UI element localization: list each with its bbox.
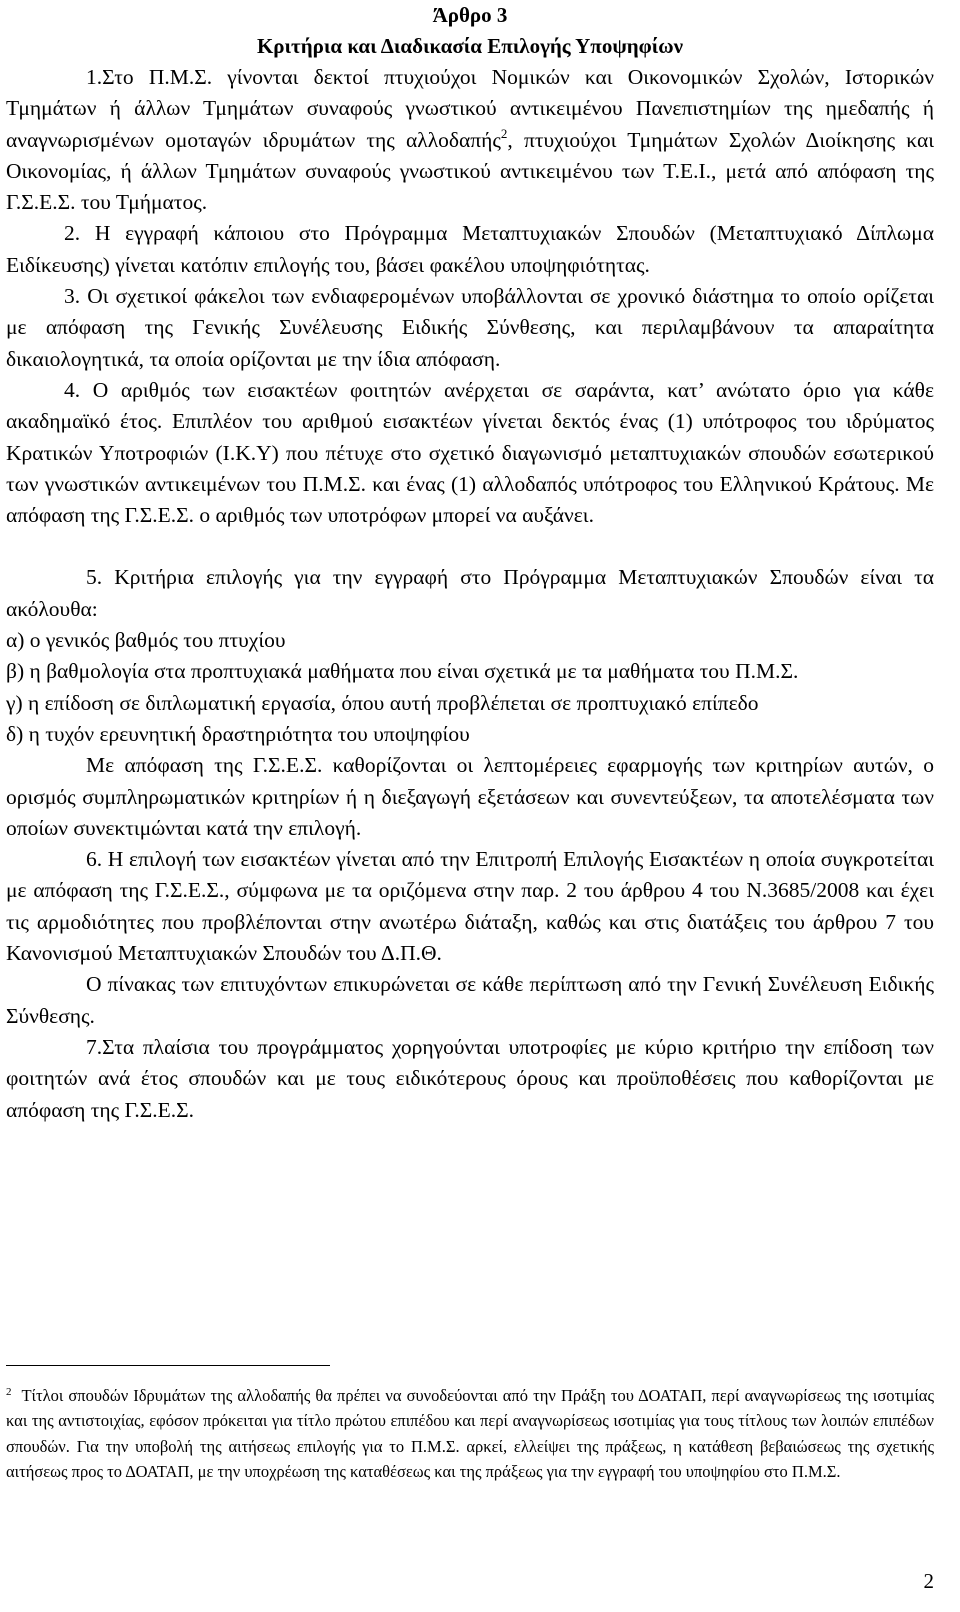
footnote-marker: 2 bbox=[6, 1386, 12, 1398]
article-body bbox=[6, 62, 934, 1126]
criterion-b: β) η βαθμολογία στα προπτυχιακά μαθήματα που είναι σχετικά με τα μαθήματα του Π.Μ.Σ. bbox=[6, 659, 799, 684]
footnote-text: Τίτλοι σπουδών Ιδρυμάτων της αλλοδαπής θα πρέπει να συνοδεύονται από την Πράξη του ΔΟΑΤΑΠ, περί αναγνωρίσεως της ισοτιμίας και της αντιστοιχίας, εφόσον πρόκειται για τίτλο πρώτου επιπέδου και περί αναγνωρίσεως ισοτιμίας για τους τίτλους των λοιπών επιπέδων σπουδών. Για την υποβολή της αιτήσεως επιλογής για το Π.Μ.Σ. αρκεί, ελλείψει της πράξεως, η κατάθεση βεβαιώσεως της σχετικής αιτήσεως προς το ΔΟΑΤΑΠ, με την υποχρέωση της καταθέσεως και της πράξεως για την εγγραφή του υποψηφίου στο Π.Μ.Σ. bbox=[6, 1386, 934, 1481]
paragraph-1-start: 1.Στο Π.Μ.Σ. γίνονται δεκτοί πτυχιούχοι Νομικών και Οικονομικών Σχολών, Ιστορικών Τμημάτων ή άλλων Τμημάτων συναφούς γνωστικού αντικειμένου Πανεπιστημίων της ημεδαπής ή αναγνωρισμένων ομοταγών ιδρυμάτων της αλλοδαπής bbox=[6, 65, 934, 152]
blank-line bbox=[6, 531, 934, 562]
criterion-a: α) ο γενικός βαθμός του πτυχίου bbox=[6, 628, 286, 653]
criterion-c: γ) η επίδοση σε διπλωματική εργασία, όπου αυτή προβλέπεται σε προπτυχιακό επίπεδο bbox=[6, 690, 759, 715]
paragraph-1-end: , πτυχιούχοι Τμημάτων Σχολών Διοίκησης και Οικονομίας, ή άλλων Τμημάτων συναφούς γνωστικού αντικειμένου των Τ.Ε.Ι., μετά από απόφαση της Γ.Σ.Ε.Σ. του Τμήματος. bbox=[6, 127, 934, 215]
paragraph-6-table: Ο πίνακας των επιτυχόντων επικυρώνεται σε κάθε περίπτωση από την Γενική Συνέλευση Ειδικής Σύνθεσης. bbox=[6, 972, 934, 1028]
paragraph-4: 4. Ο αριθμός των εισακτέων φοιτητών ανέρχεται σε σαράντα, κατ’ ανώτατο όριο για κάθε ακαδημαϊκό έτος. Επιπλέον του αριθμού εισακτέων γίνεται δεκτός ένας (1) υπότροφος του ιδρύματος Κρατικών Υποτροφιών (Ι.Κ.Υ) που πέτυχε στο σχετικό διαγωνισμό μεταπτυχιακών σπουδών εσωτερικού των γνωστικών αντικειμένων του Π.Μ.Σ. και ένας (1) αλλοδαπός υπότροφος του Ελληνικού Κράτους. Με απόφαση της Γ.Σ.Ε.Σ. ο αριθμός των υποτρόφων μπορεί να αυξάνει. bbox=[6, 377, 934, 528]
article-title: Άρθρο 3 bbox=[432, 3, 508, 27]
paragraph-7: 7.Στα πλαίσια του προγράμματος χορηγούνται υποτροφίες με κύριο κριτήριο την επίδοση των φοιτητών ανά έτος σπουδών και με τους ειδικότερους όρους και προϋποθέσεις που καθορίζονται με απόφαση της Γ.Σ.Ε.Σ. bbox=[6, 1034, 934, 1122]
paragraph-6: 6. Η επιλογή των εισακτέων γίνεται από την Επιτροπή Επιλογής Εισακτέων η οποία συγκροτείται με απόφαση της Γ.Σ.Ε.Σ., σύμφωνα με τα οριζόμενα στην παρ. 2 του άρθρου 4 του Ν.3685/2008 και έχει τις αρμοδιότητες που προβλέπονται στην ανωτέρω διάταξη, καθώς και στις διατάξεις του άρθρου 7 του Κανονισμού Μεταπτυχιακών Σπουδών του Δ.Π.Θ. bbox=[6, 847, 934, 966]
paragraph-5-detail: Με απόφαση της Γ.Σ.Ε.Σ. καθορίζονται οι λεπτομέρειες εφαρμογής των κριτηρίων αυτών, ο ορισμός συμπληρωματικών κριτηρίων ή η διεξαγωγή εξετάσεων και συνεντεύξεων, τα αποτελέσματα των οποίων συνεκτιμώνται κατά την επιλογή. bbox=[6, 753, 934, 840]
paragraph-3: 3. Οι σχετικοί φάκελοι των ενδιαφερομένων υποβάλλονται σε χρονικό διάστημα το οποίο ορίζεται με απόφαση της Γενικής Συνέλευσης Ειδικής Σύνθεσης, και περιλαμβάνουν τα απαραίτητα δικαιολογητικά, τα οποία ορίζονται με την ίδια απόφαση. bbox=[6, 284, 934, 371]
footnote-reference: 2 bbox=[500, 125, 508, 141]
paragraph-2: 2. Η εγγραφή κάποιου στο Πρόγραμμα Μεταπτυχιακών Σπουδών (Μεταπτυχιακό Δίπλωμα Ειδίκευσης) γίνεται κατόπιν επιλογής του, βάσει φακέλου υποψηφιότητας. bbox=[6, 221, 934, 277]
footnote bbox=[6, 1383, 934, 1484]
footnote-separator bbox=[6, 1365, 330, 1366]
paragraph-5: 5. Κριτήρια επιλογής για την εγγραφή στο Πρόγραμμα Μεταπτυχιακών Σπουδών είναι τα ακόλουθα: bbox=[6, 565, 934, 621]
article-subtitle: Κριτήρια και Διαδικασία Επιλογής Υποψηφίων bbox=[256, 34, 684, 58]
criterion-d: δ) η τυχόν ερευνητική δραστηριότητα του υποψηφίου bbox=[6, 721, 470, 746]
paragraph-1 bbox=[6, 62, 934, 218]
page-number: 2 bbox=[923, 1569, 934, 1593]
document-page bbox=[6, 0, 934, 1126]
